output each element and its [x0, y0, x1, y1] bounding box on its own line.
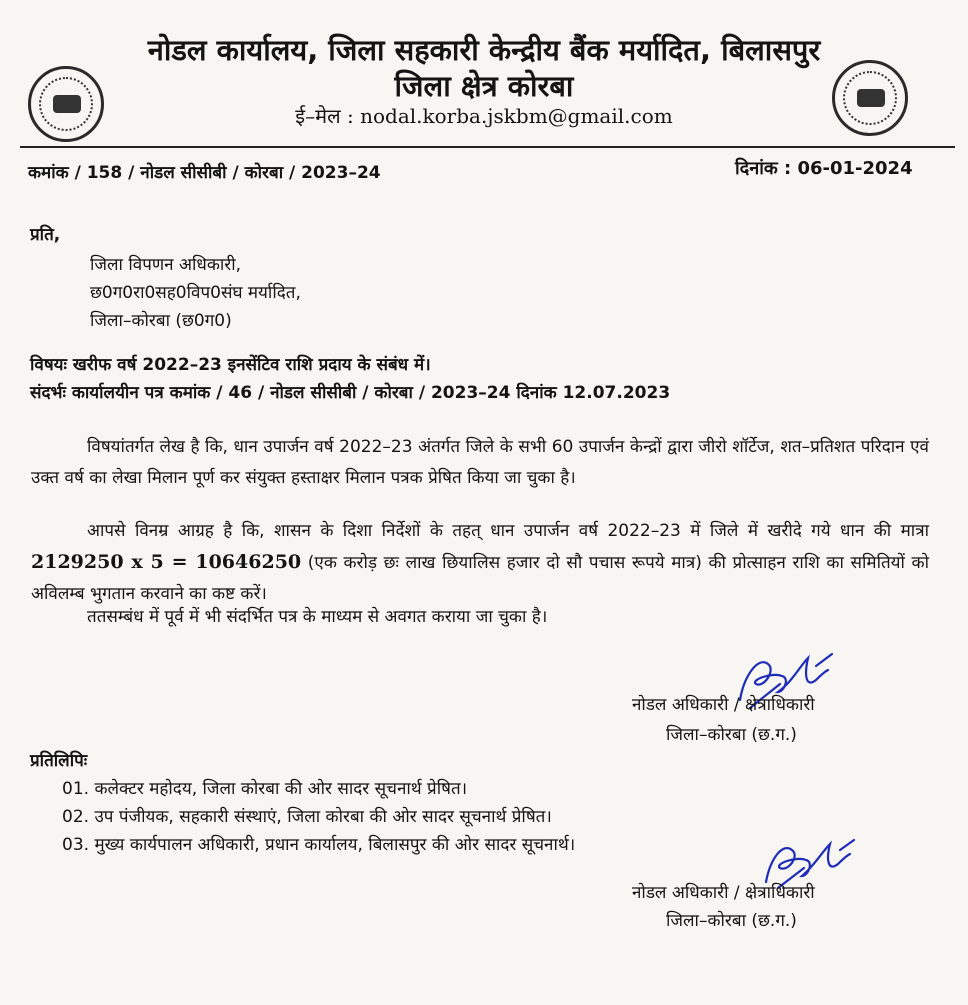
signatory-2-place: जिला–कोरबा (छ.ग.) [666, 911, 797, 931]
copy-item-2: 02. उप पंजीयक, सहकारी संस्थाएं, जिला कोरबा की ओर सादर सूचनार्थ प्रेषित। [62, 807, 552, 827]
date-value: 06-01-2024 [797, 158, 913, 179]
body-paragraph-2-tail: (एक करोड़ छः लाख छियालिस हजार दो सौ पचास रूपये मात्र) की प्रोत्साहन राशि का समितियों को अविलम्ब भुगतान करवाने का कष्ट करें। [31, 553, 930, 604]
incentive-amount: 2129250 x 5 = 10646250 [31, 551, 302, 573]
body-paragraph-3: ततसम्बंध में पूर्व में भी संदर्भित पत्र के माध्यम से अवगत कराया जा चुका है। [87, 607, 548, 627]
email-label: ई–मेल : [295, 104, 354, 128]
copy-item-1: 01. कलेक्टर महोदय, जिला कोरबा की ओर सादर सूचनार्थ प्रेषित। [62, 779, 468, 799]
reference-line: संदर्भः कार्यालयीन पत्र कमांक / 46 / नोडल सीसीबी / कोरबा / 2023–24 दिनांक 12.07.2023 [30, 383, 671, 403]
office-title: नोडल कार्यालय, जिला सहकारी केन्द्रीय बैंक मर्यादित, बिलासपुर [147, 33, 821, 67]
copy-label: प्रतिलिपिः [30, 751, 88, 771]
signatory-1-designation: नोडल अधिकारी / क्षेत्राधिकारी [632, 695, 815, 715]
recipient-line-1: जिला विपणन अधिकारी, [90, 255, 242, 275]
date-label: दिनांक : [735, 158, 792, 179]
prati-label: प्रति, [30, 225, 61, 245]
copy-item-3: 03. मुख्य कार्यपालन अधिकारी, प्रधान कार्यालय, बिलासपुर की ओर सादर सूचनार्थ। [62, 835, 576, 855]
body-paragraph-2-lead: आपसे विनम्र आग्रह है कि, शासन के दिशा निर्देशों के तहत् धान उपार्जन वर्ष 2022–23 में जिले में खरीदे गये धान की मात्रा [87, 521, 929, 541]
recipient-line-2: छ0ग0रा0सह0विप0संघ मर्यादित, [90, 283, 301, 303]
body-paragraph-1 [31, 432, 929, 494]
letter-reference-number: कमांक / 158 / नोडल सीसीबी / कोरबा / 2023–24 [28, 163, 381, 183]
body-paragraph-1-text: विषयांतर्गत लेख है कि, धान उपार्जन वर्ष 2022–23 अंतर्गत जिले के सभी 60 उपार्जन केन्द्रों द्वारा जीरो शॉर्टेज, शत–प्रतिशत परिदान एवं उक्त वर्ष का लेखा मिलान पूर्ण कर संयुक्त हस्ताक्षर मिलान पत्रक प्रेषित किया जा चुका है। [31, 437, 929, 488]
letter-date [735, 156, 913, 180]
email-address[interactable]: nodal.korba.jskbm@gmail.com [360, 104, 673, 128]
subject-line: विषयः खरीफ वर्ष 2022–23 इनसेंटिव राशि प्रदाय के संबंध में। [30, 355, 431, 375]
signatory-1-place: जिला–कोरबा (छ.ग.) [666, 725, 797, 745]
office-subtitle: जिला क्षेत्र कोरबा [394, 69, 574, 103]
email-line [0, 102, 968, 129]
signatory-2-designation: नोडल अधिकारी / क्षेत्राधिकारी [632, 883, 815, 903]
recipient-line-3: जिला–कोरबा (छ0ग0) [90, 311, 232, 331]
body-paragraph-2 [31, 516, 929, 610]
header-divider [20, 146, 955, 148]
